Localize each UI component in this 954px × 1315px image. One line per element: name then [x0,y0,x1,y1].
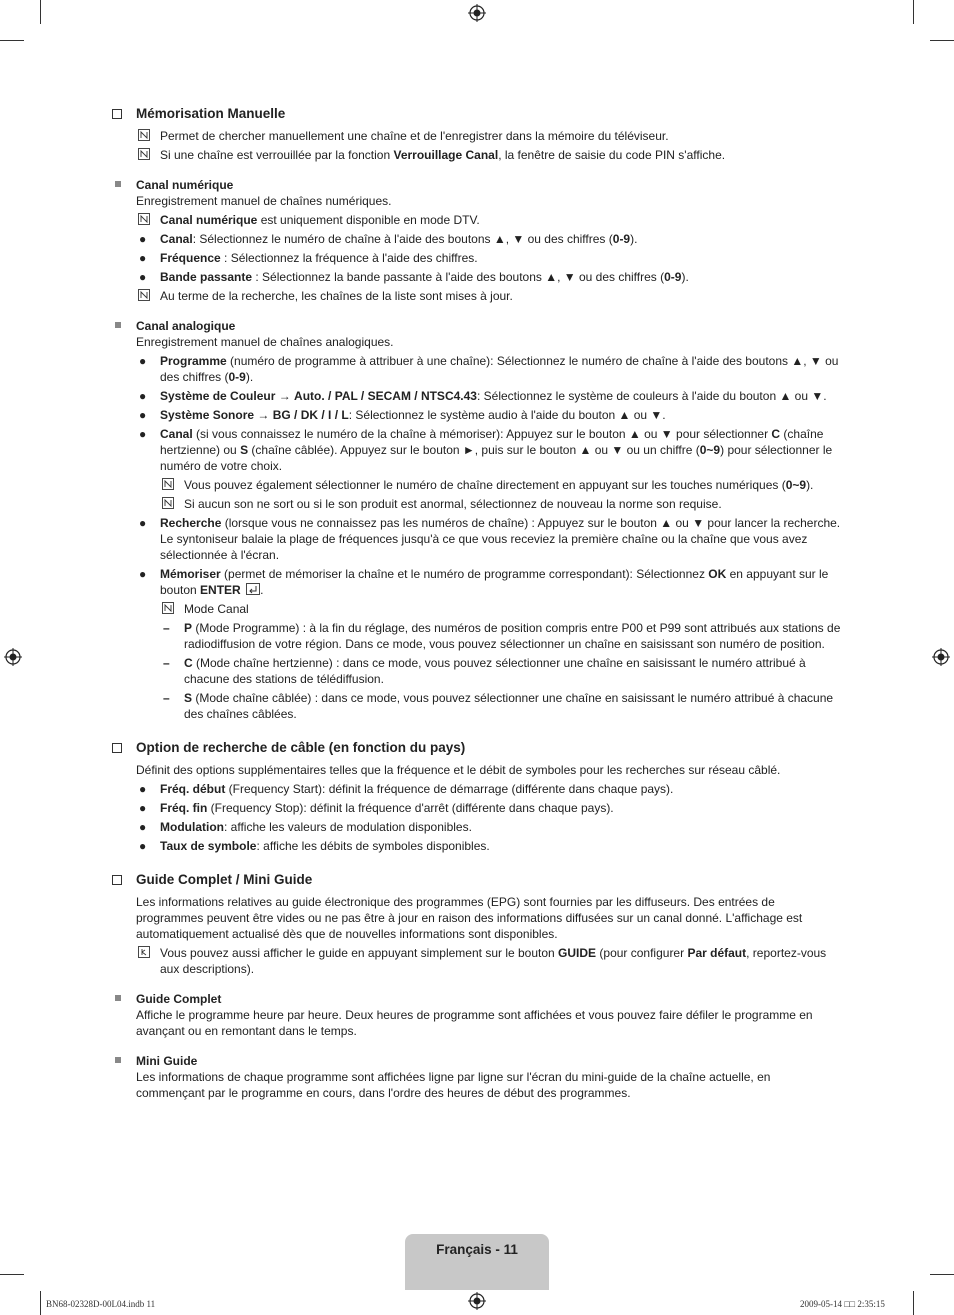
square-bullet-icon [115,322,121,328]
note-icon [162,602,174,614]
crop-mark [0,40,24,41]
note-icon [138,213,150,225]
subsection-title-analog: Canal analogique [112,318,842,334]
bullet-icon: ● [139,232,147,246]
note-item: Canal numérique est uniquement disponible en mode DTV. [112,212,842,228]
bullet-icon: ● [139,567,147,581]
paragraph: Enregistrement manuel de chaînes numériques. [136,194,392,208]
section-title-cable-search: Option de recherche de câble (en fonction du pays) [112,740,842,756]
list-item: ● Taux de symbole: affiche les débits de symboles disponibles. [139,839,490,853]
paragraph: Enregistrement manuel de chaînes analogiques. [136,335,394,349]
bullet-icon: ● [139,251,147,265]
note-item: Si aucun son ne sort ou si le son produit est anormal, sélectionnez de nouveau la norme son requise. [112,496,842,512]
note-icon [162,497,174,509]
note-icon [138,129,150,141]
bullet-icon: ● [139,427,147,441]
square-bullet-icon [115,1057,121,1063]
bullet-icon: ● [139,820,147,834]
crop-mark [930,1274,954,1275]
note-icon [162,478,174,490]
list-item: ● Canal (si vous connaissez le numéro de la chaîne à mémoriser): Appuyez sur le bouton ▲ ou ▼ pour sélectionner C (chaîne hertzienne) ou S (chaîne câblée). Appuyez sur le bouton ►, puis sur le bouton ▲ ou ▼ ou un chiffre (0~9) pour sélectionner le numéro de votre choix. [139,427,833,473]
registration-mark-icon [468,1292,486,1310]
crop-mark [913,0,914,24]
paragraph: Les informations de chaque programme sont affichées ligne par ligne sur l'écran du mini-guide de la chaîne actuelle, en commençant par le programme en cours, dans l'ordre des heures de début des programmes. [136,1070,771,1100]
list-item: ● Programme (numéro de programme à attribuer à une chaîne): Sélectionnez le numéro de chaîne à l'aide des boutons ▲, ▼ ou des chiffres (0-9). [139,354,839,384]
square-bullet-icon [115,995,121,1001]
crop-mark [40,0,41,24]
registration-mark-icon [4,648,22,666]
list-item: ● Fréq. fin (Frequency Stop): définit la fréquence d'arrêt (différente dans chaque pays). [139,801,614,815]
note-item: Au terme de la recherche, les chaînes de la liste sont mises à jour. [112,288,842,304]
page-number: Français - 11 [436,1242,518,1257]
page-content [112,106,842,1104]
tip-icon [138,946,150,958]
bullet-icon: ● [139,801,147,815]
crop-mark [930,40,954,41]
list-item: ● Mémoriser (permet de mémoriser la chaîne et le numéro de programme correspondant): Sélectionnez OK en appuyant sur le bouton ENTER . [139,567,829,597]
crop-mark [0,1274,24,1275]
crop-mark [40,1291,41,1315]
paragraph: Les informations relatives au guide électronique des programmes (EPG) sont fournies par les diffuseurs. Des entrées de programmes peuvent être vides ou ne pas être à jour en raison des informations diffusées sur un canal donné. L'affichage est automatiquement actualisé dès que de nouvelles informations sont disponibles. [136,895,803,941]
list-item: ● Système de Couleur → Auto. / PAL / SECAM / NTSC4.43: Sélectionnez le système de couleurs à l'aide du bouton ▲ ou ▼. [139,389,827,403]
tip-item: Vous pouvez aussi afficher le guide en appuyant simplement sur le bouton GUIDE (pour configurer Par défaut, reportez-vous aux descriptions). [112,945,842,977]
bullet-icon: ● [139,270,147,284]
note-item: Vous pouvez également sélectionner le numéro de chaîne directement en appuyant sur les touches numériques (0~9). [112,477,842,493]
dash-item: – P (Mode Programme) : à la fin du réglage, des numéros de position compris entre P00 et P99 sont attribués aux stations de radiodiffusion de votre région. Dans ce mode, vous pouvez sélectionner un chaîne en saisissant son numéro de position. [163,621,841,651]
checkbox-bullet-icon [112,109,122,119]
list-item: ● Canal: Sélectionnez le numéro de chaîne à l'aide des boutons ▲, ▼ ou des chiffres (0-9). [139,232,638,246]
list-item: ● Bande passante : Sélectionnez la bande passante à l'aide des boutons ▲, ▼ ou des chiffres (0-9). [139,270,689,284]
list-item: ● Recherche (lorsque vous ne connaissez pas les numéros de chaîne) : Appuyez sur le bouton ▲ ou ▼ pour lancer la recherche. Le syntoniseur balaie la plage de fréquences jusqu'à ce que vous receviez la première chaîne ou la chaîne que vous avez sélectionnée à l'écran. [139,516,841,562]
note-icon [138,289,150,301]
dash-item: – S (Mode chaîne câblée) : dans ce mode, vous pouvez sélectionner une chaîne en saisissant le numéro attribué à chacune des chaînes câblées. [163,691,834,721]
subsection-title-guide-complet: Guide Complet [112,991,842,1007]
dash-item: – C (Mode chaîne hertzienne) : dans ce mode, vous pouvez sélectionner une chaîne en saisissant le numéro attribué à chacune des stations de télédiffusion. [163,656,806,686]
bullet-icon: ● [139,389,147,403]
crop-mark [913,1291,914,1315]
registration-mark-icon [468,4,486,22]
subsection-title-digital: Canal numérique [112,177,842,193]
bullet-icon: ● [139,408,147,422]
note-item: Si une chaîne est verrouillée par la fonction Verrouillage Canal, la fenêtre de saisie du code PIN s'affiche. [112,147,842,163]
bullet-icon: ● [139,782,147,796]
checkbox-bullet-icon [112,875,122,885]
checkbox-bullet-icon [112,743,122,753]
note-item: Mode Canal [112,601,842,617]
paragraph: Affiche le programme heure par heure. Deux heures de programme sont affichées et vous pouvez faire défiler le programme en avançant ou en remontant dans le temps. [136,1008,813,1038]
list-item: ● Fréquence : Sélectionnez la fréquence à l'aide des chiffres. [139,251,478,265]
list-item: ● Modulation: affiche les valeurs de modulation disponibles. [139,820,472,834]
note-item: Permet de chercher manuellement une chaîne et de l'enregistrer dans la mémoire du téléviseur. [112,128,842,144]
page-number-tab [405,1234,549,1290]
print-slug-left: BN68-02328D-00L04.indb 11 [46,1299,156,1309]
bullet-icon: ● [139,839,147,853]
section-title-guide: Guide Complet / Mini Guide [112,872,842,888]
section-title-memorisation: Mémorisation Manuelle [112,106,842,122]
bullet-icon: ● [139,354,147,368]
bullet-icon: ● [139,516,147,530]
registration-mark-icon [932,648,950,666]
subsection-title-mini-guide: Mini Guide [112,1053,842,1069]
square-bullet-icon [115,181,121,187]
paragraph: Définit des options supplémentaires telles que la fréquence et le débit de symboles pour les recherches sur réseau câblé. [136,763,781,777]
note-icon [138,148,150,160]
print-slug-right: 2009-05-14 □□ 2:35:15 [800,1299,885,1309]
list-item: ● Système Sonore → BG / DK / I / L: Sélectionnez le système audio à l'aide du bouton ▲ ou ▼. [139,408,666,422]
enter-icon [246,583,260,595]
list-item: ● Fréq. début (Frequency Start): définit la fréquence de démarrage (différente dans chaque pays). [139,782,674,796]
